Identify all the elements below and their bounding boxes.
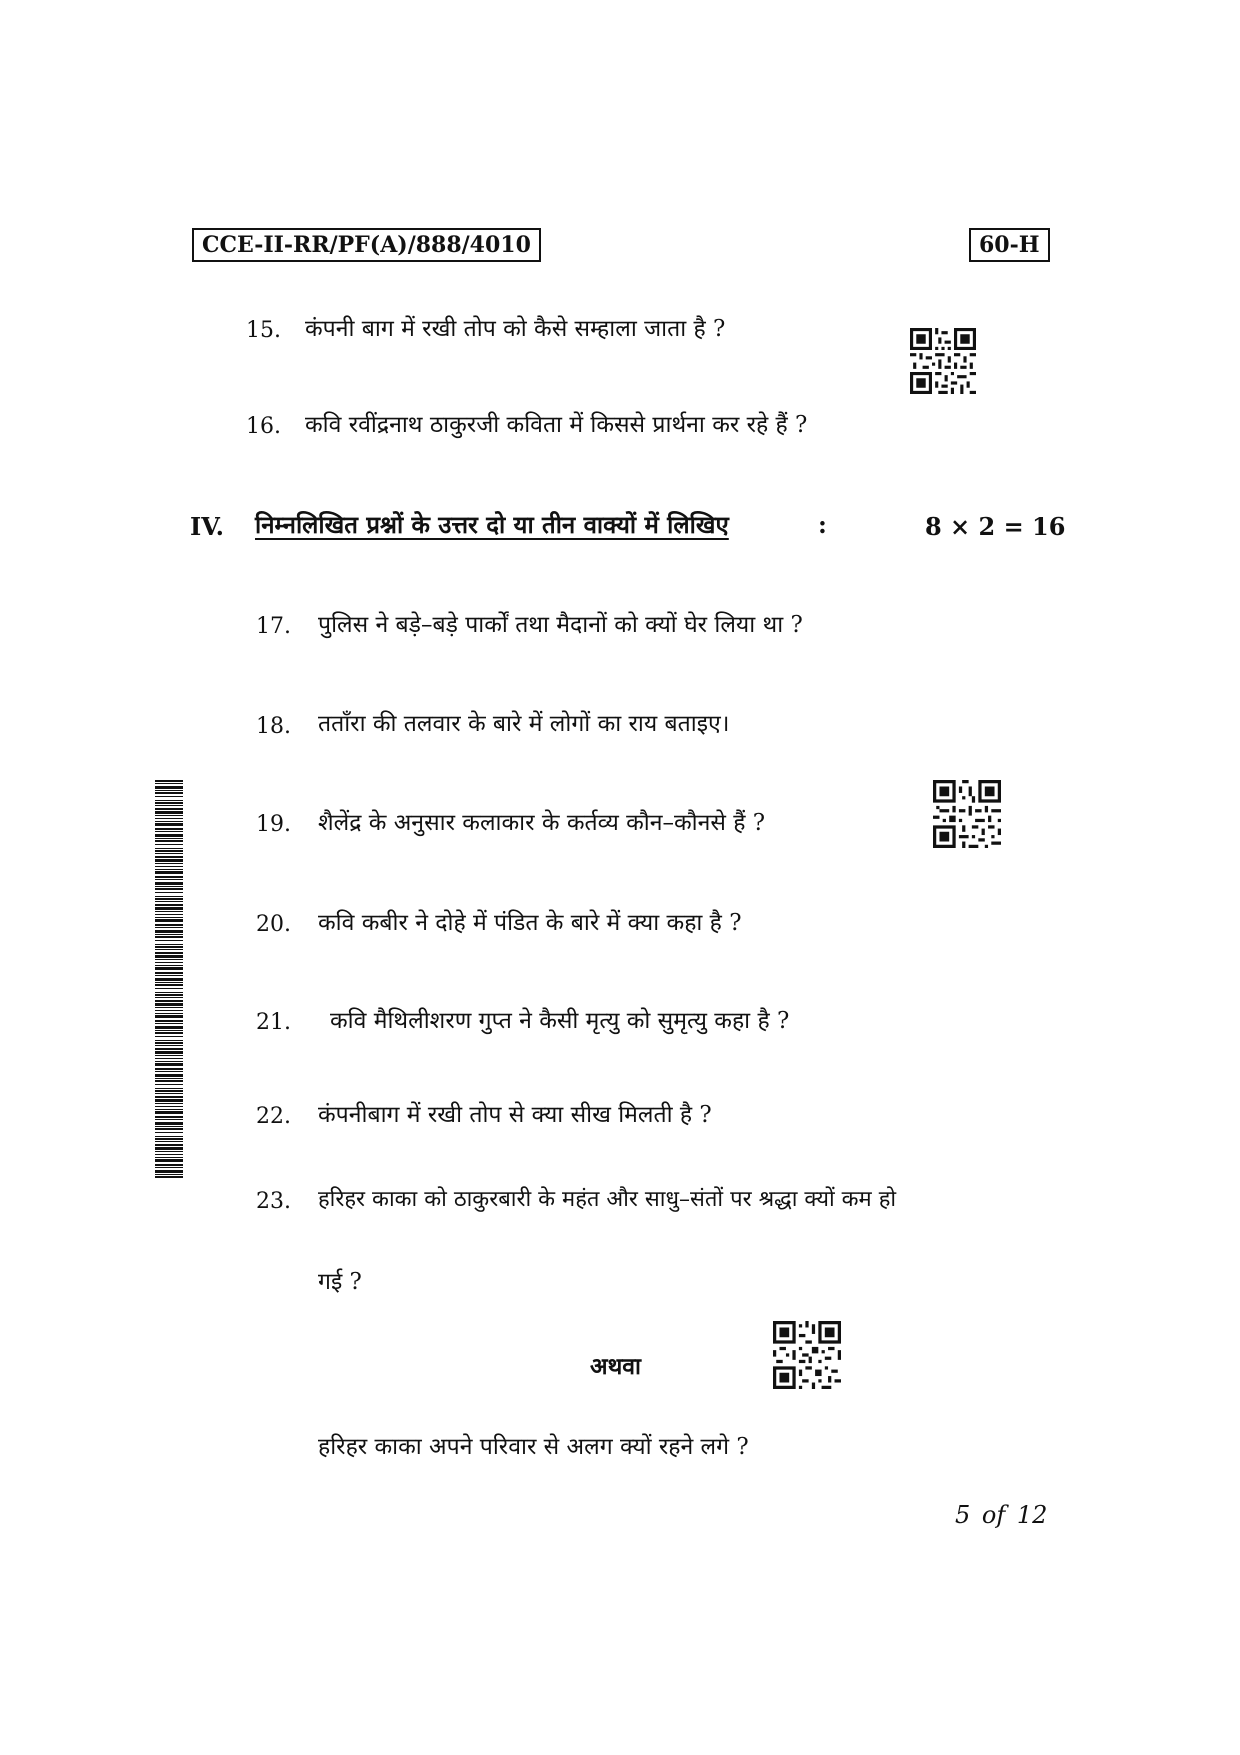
barcode [155,780,183,1180]
section-instruction-colon: : [818,510,827,539]
section-instruction: निम्नलिखित प्रश्नों के उत्तर दो या तीन वाक्यों में लिखिए [255,510,729,539]
question-15-number: 15. [246,318,281,343]
qr-code-1 [910,328,976,394]
page-number: 5 of 12 [955,1501,1048,1529]
question-18-number: 18. [256,714,291,739]
section-roman-numeral: IV. [190,512,225,541]
question-16-text: कवि रवींद्रनाथ ठाकुरजी कविता में किससे प्रार्थना कर रहे हैं ? [305,412,808,438]
question-22-number: 22. [256,1104,291,1129]
section-marks: 8 × 2 = 16 [925,512,1066,541]
question-19-text: शैलेंद्र के अनुसार कलाकार के कर्तव्य कौन–कौनसे हैं ? [318,810,766,836]
question-18-text: तताँरा की तलवार के बारे में लोगों का राय बताइए। [318,711,730,737]
version-code: 60-H [969,228,1050,262]
qr-code-2 [933,780,1001,848]
paper-code: CCE-II-RR/PF(A)/888/4010 [192,228,541,262]
qr-code-3 [773,1321,841,1389]
question-23-text: हरिहर काका को ठाकुरबारी के महंत और साधु–संतों पर श्रद्धा क्यों कम हो [318,1187,897,1212]
question-17-number: 17. [256,614,291,639]
question-20-number: 20. [256,912,291,937]
alternative-label: अथवा [590,1353,642,1380]
question-23-text-continued: गई ? [318,1269,362,1295]
question-23-number: 23. [256,1189,291,1214]
question-22-text: कंपनीबाग में रखी तोप से क्या सीख मिलती है ? [318,1102,712,1128]
question-17-text: पुलिस ने बड़े–बड़े पार्कों तथा मैदानों को क्यों घेर लिया था ? [318,612,803,638]
question-21-number: 21. [256,1010,291,1035]
question-20-text: कवि कबीर ने दोहे में पंडित के बारे में क्या कहा है ? [318,910,742,936]
question-19-number: 19. [256,812,291,837]
question-21-text: कवि मैथिलीशरण गुप्त ने कैसी मृत्यु को सुमृत्यु कहा है ? [330,1008,790,1034]
question-15-text: कंपनी बाग में रखी तोप को कैसे सम्हाला जाता है ? [305,316,726,342]
question-16-number: 16. [246,414,281,439]
alternative-question-text: हरिहर काका अपने परिवार से अलग क्यों रहने लगे ? [318,1434,749,1460]
